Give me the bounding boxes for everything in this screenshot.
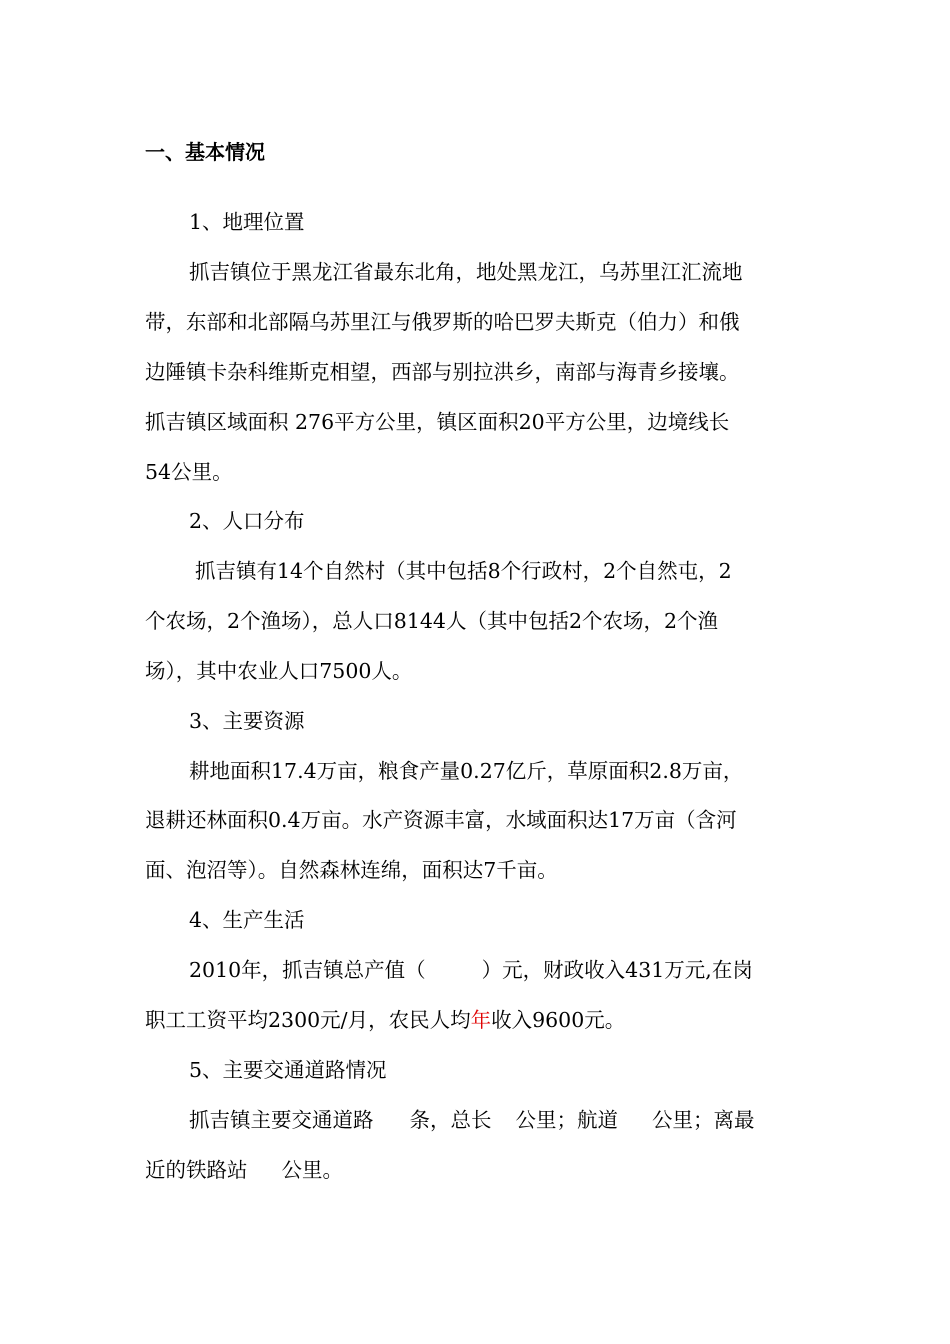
subsection-title-resources: 3、主要资源 [189,709,305,733]
paragraph-line: 抓吉镇有14个自然村（其中包括8个行政村，2个自然屯，2 [195,559,732,583]
subsection-title-population: 2、人口分布 [189,509,305,533]
text-segment: 公里；航道 [515,1108,618,1132]
paragraph-line [189,1104,755,1136]
paragraph-line: 个农场，2个渔场），总人口8144人（其中包括2个农场，2个渔 [145,609,719,633]
paragraph-line: 面、泡沼等）。自然森林连绵，面积达7千亩。 [145,858,558,882]
text-segment: 2010年，抓吉镇总产值（ [189,958,426,982]
text-segment: 条，总长 [409,1108,492,1132]
highlighted-text: 年 [470,1008,492,1032]
paragraph-line: 边陲镇卡杂科维斯克相望，西部与别拉洪乡，南部与海青乡接壤。 [145,360,740,384]
paragraph-line: 退耕还林面积0.4万亩。水产资源丰富，水域面积达17万亩（含河 [145,808,737,832]
subsection-title-location: 1、地理位置 [189,210,305,234]
paragraph-line: 抓吉镇区域面积 276平方公里，镇区面积20平方公里，边境线长 [145,410,730,434]
text-segment: 公里；离最 [652,1108,755,1132]
paragraph-line: 带，东部和北部隔乌苏里江与俄罗斯的哈巴罗夫斯克（伯力）和俄 [145,310,740,334]
paragraph-line: 场），其中农业人口7500人。 [145,659,413,683]
subsection-title-transport: 5、主要交通道路情况 [189,1058,387,1082]
text-segment: 收入9600元。 [491,1008,626,1032]
paragraph-line: 54公里。 [145,460,233,484]
section-heading: 一、基本情况 [145,140,265,164]
paragraph-line: 抓吉镇位于黑龙江省最东北角，地处黑龙江，乌苏里江汇流地 [189,260,743,284]
paragraph-line [189,954,753,986]
text-segment: ）元，财政收入431万元,在岗 [481,958,753,982]
text-segment: 职工工资平均2300元/月，农民人均 [145,1008,471,1032]
text-segment: 抓吉镇主要交通道路 [189,1108,374,1132]
paragraph-line [145,1004,625,1036]
paragraph-line: 耕地面积17.4万亩，粮食产量0.27亿斤，草原面积2.8万亩， [189,759,744,783]
text-segment: 公里。 [281,1158,343,1182]
text-segment: 近的铁路站 [145,1158,248,1182]
subsection-title-production: 4、生产生活 [189,908,305,932]
paragraph-line [145,1154,343,1186]
